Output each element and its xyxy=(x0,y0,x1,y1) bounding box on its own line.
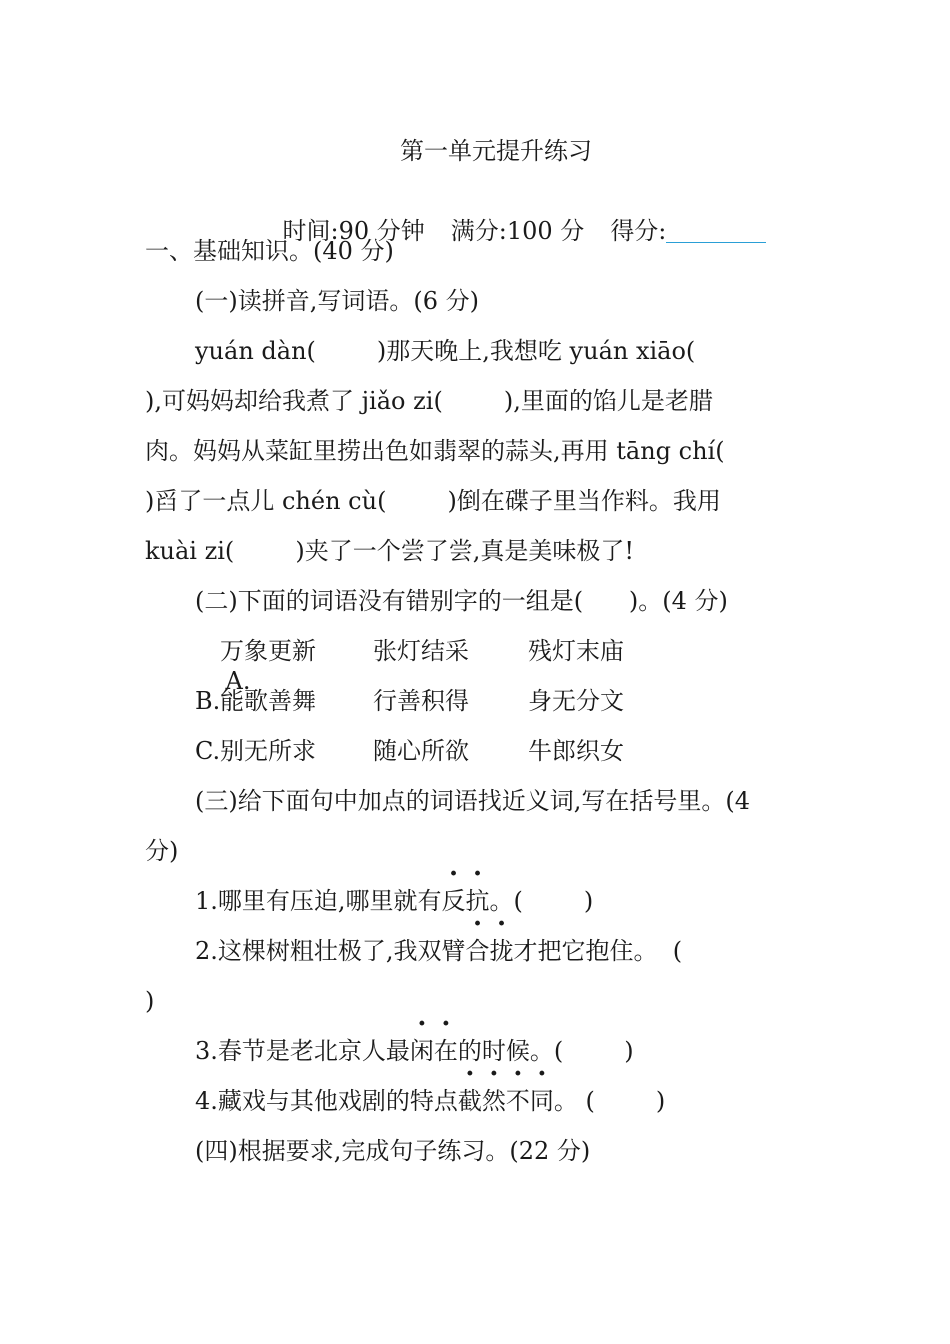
time-label: 时间:90 分钟 xyxy=(282,217,425,245)
option-word: 身无分文 xyxy=(528,687,624,715)
dotted-char: 反 xyxy=(441,887,466,915)
full-score-label: 满分:100 分 xyxy=(450,217,585,245)
part3-heading: (三)给下面句中加点的词语找近义词,写在括号里。(4 xyxy=(195,787,750,815)
dotted-char: 截 xyxy=(457,1087,482,1115)
option-word: 随心所欲 xyxy=(373,737,469,765)
part1-line: ),可妈妈却给我煮了 jiǎo zi( ),里面的馅儿是老腊 xyxy=(145,387,713,415)
page-title: 第一单元提升练习 xyxy=(400,137,592,165)
part4-heading: (四)根据要求,完成句子练习。(22 分) xyxy=(195,1137,591,1165)
part2-heading: (二)下面的词语没有错别字的一组是( )。(4 分) xyxy=(195,587,728,615)
dotted-char: 拢 xyxy=(489,937,514,965)
part1-line: yuán dàn( )那天晚上,我想吃 yuán xiāo( xyxy=(195,337,696,365)
synonym-item-2-cont: ) xyxy=(145,987,155,1015)
option-word: 残灯末庙 xyxy=(528,637,624,665)
score-label: 得分: xyxy=(610,217,667,245)
option-word: 万象更新 xyxy=(220,637,316,665)
score-blank[interactable] xyxy=(666,218,766,243)
part1-line: 肉。妈妈从菜缸里捞出色如翡翠的蒜头,再用 tāng chí( xyxy=(145,437,725,465)
dotted-char: 抗 xyxy=(465,887,490,915)
section1-heading: 一、基础知识。(40 分) xyxy=(145,237,394,265)
part1-heading: (一)读拼音,写词语。(6 分) xyxy=(195,287,479,315)
option-word: 行善积得 xyxy=(373,687,469,715)
dotted-char: 在 xyxy=(433,1037,458,1065)
option-word: 牛郎织女 xyxy=(528,737,624,765)
synonym-item-2: 2.这棵树粗壮极了,我双臂合拢才把它抱住。 ( xyxy=(195,937,683,965)
dotted-char: 同 xyxy=(529,1087,554,1115)
dotted-char: 闲 xyxy=(409,1037,434,1065)
dotted-char: 然 xyxy=(481,1087,506,1115)
part1-line: kuài zi( )夹了一个尝了尝,真是美味极了! xyxy=(145,537,634,565)
synonym-item-1: 1.哪里有压迫,哪里就有反抗。( ) xyxy=(195,887,594,915)
option-b: B. xyxy=(195,687,221,715)
dotted-char: 不 xyxy=(505,1087,530,1115)
option-c: C. xyxy=(195,737,221,765)
synonym-item-4: 4.藏戏与其他戏剧的特点截然不同。 ( ) xyxy=(195,1087,666,1115)
option-word: 别无所求 xyxy=(220,737,316,765)
dotted-char: 合 xyxy=(465,937,490,965)
part1-line: )舀了一点儿 chén cù( )倒在碟子里当作料。我用 xyxy=(145,487,721,515)
option-word: 张灯结采 xyxy=(373,637,469,665)
synonym-item-3: 3.春节是老北京人最闲在的时候。( ) xyxy=(195,1037,634,1065)
option-word: 能歌善舞 xyxy=(220,687,316,715)
part3-heading-cont: 分) xyxy=(145,837,179,865)
option-a: A. xyxy=(225,667,251,695)
